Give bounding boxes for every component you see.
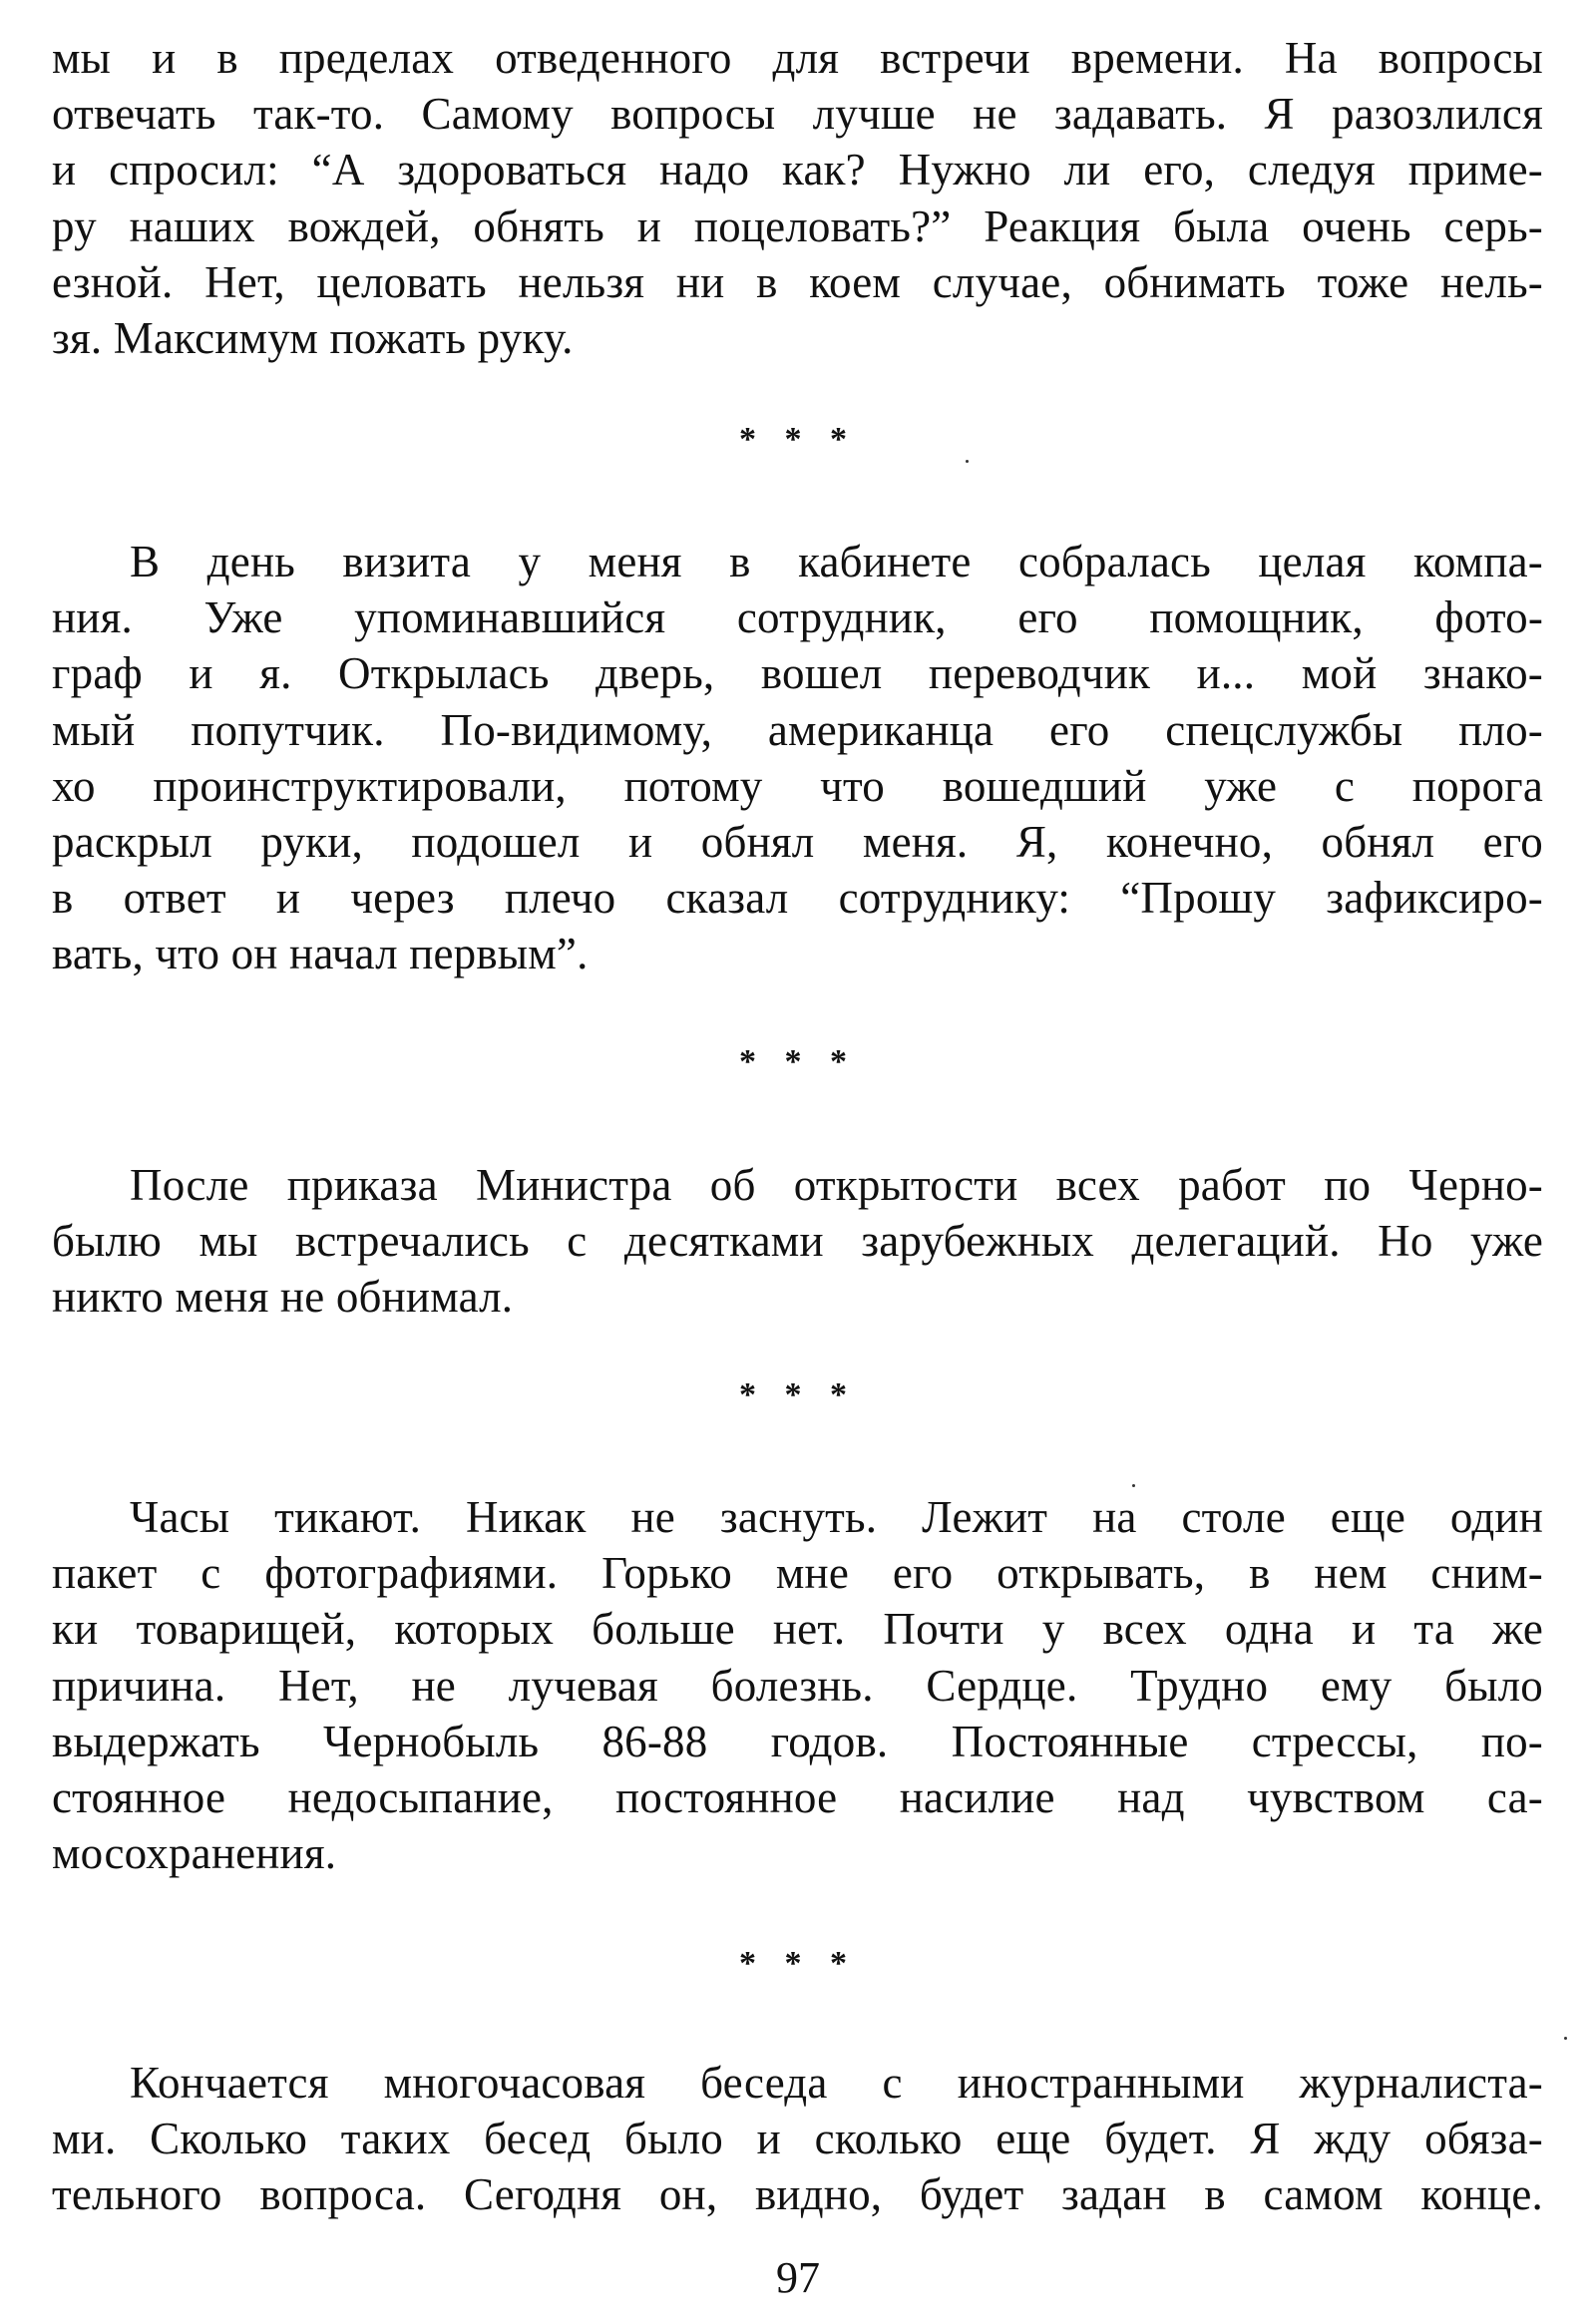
- text-line: тельного вопроса. Сегодня он, видно, будет задан в самом конце.: [52, 2169, 1543, 2220]
- text-line: мы и в пределах отведенного для встречи времени. На вопросы: [52, 33, 1543, 83]
- text-line: мый попутчик. По-видимому, американца его спецслужбы пло-: [52, 704, 1543, 755]
- text-line: никто меня не обнимал.: [52, 1272, 514, 1323]
- text-line: былю мы встречались с десятками зарубежных делегаций. Но уже: [52, 1216, 1543, 1267]
- text-line: причина. Нет, не лучевая болезнь. Сердце. Трудно ему было: [52, 1660, 1543, 1711]
- text-line: раскрыл руки, подошел и обнял меня. Я, конечно, обнял его: [52, 816, 1543, 867]
- text-line: После приказа Министра об открытости всех работ по Черно-: [130, 1160, 1543, 1210]
- section-separator: * * *: [739, 1043, 857, 1080]
- section-separator: * * *: [739, 1945, 857, 1982]
- text-line: хо проинструктировали, потому что вошедший уже с порога: [52, 760, 1543, 811]
- text-line: выдержать Чернобыль 86-88 годов. Постоянные стрессы, по-: [52, 1716, 1543, 1766]
- paragraph-interview: [52, 2055, 1543, 2223]
- section-separator: * * *: [739, 421, 857, 458]
- page-number: 97: [776, 2253, 820, 2302]
- text-line: ния. Уже упоминавшийся сотрудник, его помощник, фото-: [52, 592, 1543, 643]
- text-line: стоянное недосыпание, постоянное насилие над чувством са-: [52, 1771, 1543, 1822]
- text-line: ру наших вождей, обнять и поцеловать?” Реакция была очень серь-: [52, 200, 1543, 251]
- paragraph-clock: [52, 1489, 1543, 1881]
- text-line: ки товарищей, которых больше нет. Почти у всех одна и та же: [52, 1604, 1543, 1655]
- paragraph-intro: [52, 30, 1543, 366]
- text-line: граф и я. Открылась дверь, вошел переводчик и... мой знако-: [52, 648, 1543, 699]
- text-line: пакет с фотографиями. Горько мне его открывать, в нем сним-: [52, 1548, 1543, 1599]
- paragraph-visit: [52, 534, 1543, 982]
- text-line: Часы тикают. Никак не заснуть. Лежит на столе еще один: [130, 1492, 1543, 1542]
- text-line: Кончается многочасовая беседа с иностранными журналиста-: [130, 2058, 1543, 2108]
- text-line: вать, что он начал первым”.: [52, 929, 589, 979]
- scan-speck: [966, 460, 969, 463]
- text-line: ми. Сколько таких бесед было и сколько еще будет. Я жду обяза-: [52, 2114, 1543, 2164]
- text-line: мосохранения.: [52, 1828, 337, 1879]
- text-line: В день визита у меня в кабинете собралась целая компа-: [130, 537, 1543, 586]
- paragraph-order: [52, 1157, 1543, 1326]
- text-line: в ответ и через плечо сказал сотруднику: “Прошу зафиксиро-: [52, 873, 1543, 924]
- text-line: и спросил: “А здороваться надо как? Нужно ли его, следуя приме-: [52, 145, 1543, 195]
- text-line: зя. Максимум пожать руку.: [52, 312, 574, 363]
- scan-speck: [1132, 1484, 1135, 1487]
- scan-speck: [1564, 2037, 1567, 2040]
- text-line: отвечать так-то. Самому вопросы лучше не задавать. Я разозлился: [52, 89, 1543, 140]
- section-separator: * * *: [739, 1376, 857, 1413]
- text-line: езной. Нет, целовать нельзя ни в коем случае, обнимать тоже нель-: [52, 256, 1543, 307]
